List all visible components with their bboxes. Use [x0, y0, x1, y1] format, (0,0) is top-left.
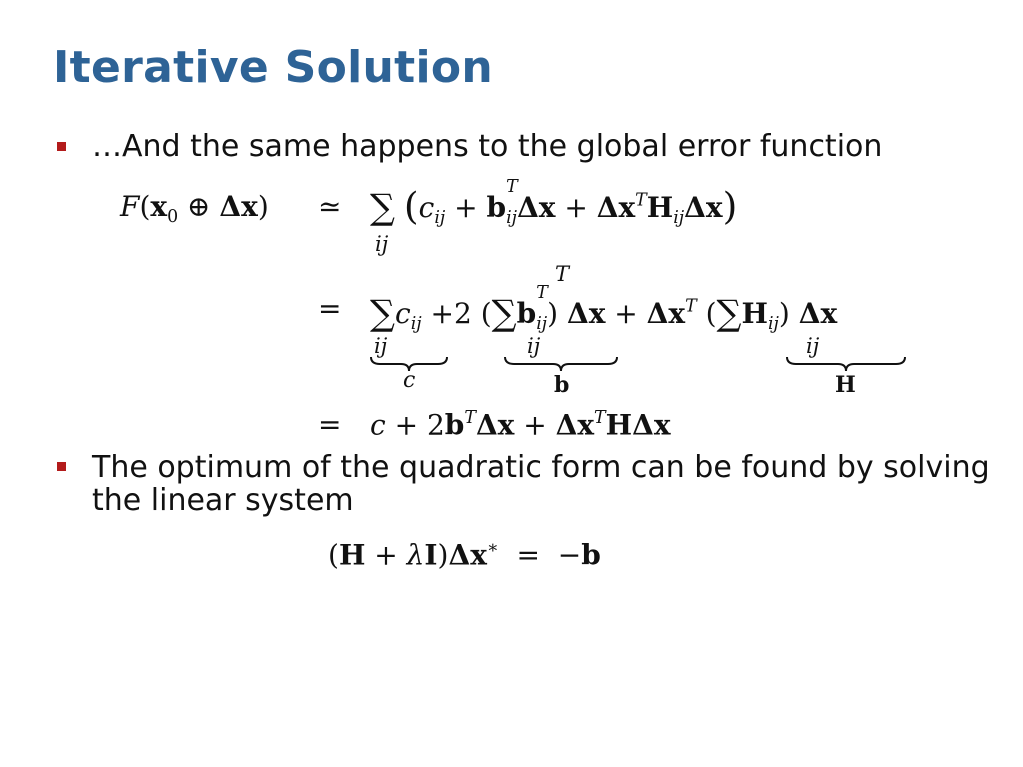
equation-line-3-rhs: $c + 2b^T\Delta x + \Delta x^TH\Delta x$: [370, 408, 671, 442]
brace-label-c: c: [403, 368, 416, 393]
underbrace-H: [786, 356, 906, 372]
transpose-T: T: [555, 262, 570, 286]
sum-index-2a: ij: [374, 334, 388, 358]
equation-line-1-rhs: ∑ ($c_{ij} + b$ T $_{ij}\Delta x + \Delta x^TH_{ij}\Delta x$): [370, 177, 738, 229]
linear-system-equation: (H + λI)Δx∗ = −b: [328, 538, 601, 572]
bullet-marker-2: [57, 462, 66, 471]
relation-eq-1: =: [318, 292, 342, 325]
equation-line-2-rhs: $\sum c_{ij} +2$ (∑b T $_{ij}$) $\Delta x + \Delta x^T$ $(\sum H_{ij})$ Δx: [370, 283, 838, 335]
brace-label-H: H: [835, 372, 856, 398]
bullet-text-2: The optimum of the quadratic form can be found by solving the linear system: [92, 450, 990, 518]
slide-title: Iterative Solution: [53, 42, 493, 93]
sum-index-2c: ij: [806, 334, 820, 358]
bullet-marker-1: [57, 142, 66, 151]
underbrace-b: [504, 356, 618, 372]
equation-lhs: $F(x_0$ ⊕ Δx): [120, 190, 269, 228]
bullet-text-1: …And the same happens to the global error function: [92, 129, 883, 164]
sum-index-1: ij: [375, 232, 389, 256]
sum-index-2b: ij: [527, 334, 541, 358]
relation-approx: ≃: [318, 190, 342, 223]
relation-eq-2: =: [318, 408, 342, 441]
brace-label-b: b: [554, 372, 570, 398]
